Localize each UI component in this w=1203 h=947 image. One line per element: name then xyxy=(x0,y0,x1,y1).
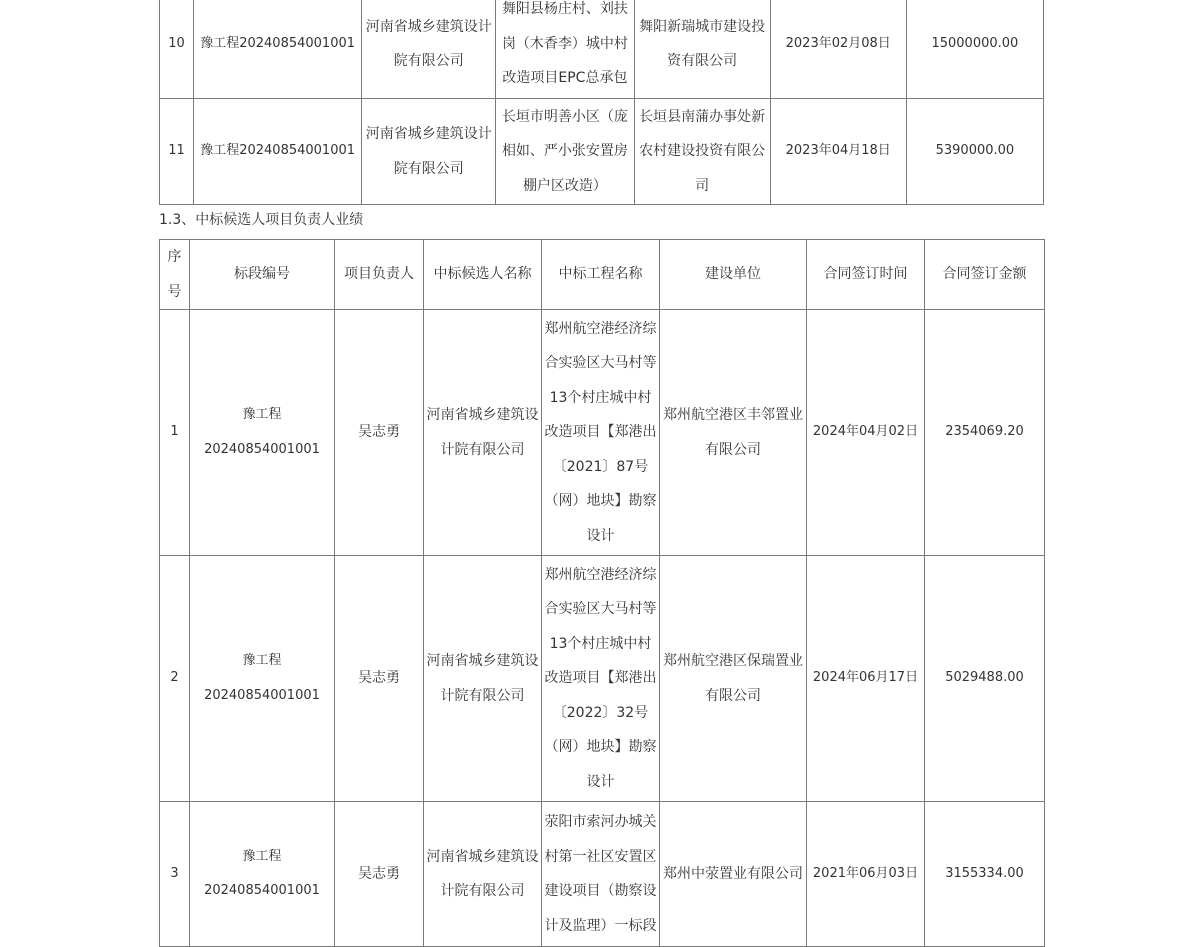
bid-section-code: 豫工程20240854001001 xyxy=(190,310,335,556)
table-row xyxy=(160,556,1045,802)
candidate-name: 河南省城乡建筑设计院有限公司 xyxy=(424,556,542,802)
table-row xyxy=(160,99,1044,205)
bid-section-code: 豫工程20240854001001 xyxy=(194,0,362,99)
manager-performance-table xyxy=(159,239,1045,947)
header-amount: 合同签订金额 xyxy=(925,240,1045,310)
contract-date: 2023年04月18日 xyxy=(770,99,906,205)
contract-date: 2024年04月02日 xyxy=(807,310,925,556)
row-number: 11 xyxy=(160,99,194,205)
project-name: 郑州航空港经济综合实验区大马村等13个村庄城中村改造项目【郑港出〔2022〕32号（网）地块】勘察设计 xyxy=(542,556,660,802)
row-number: 3 xyxy=(160,802,190,947)
header-owner: 建设单位 xyxy=(660,240,807,310)
manager-name: 吴志勇 xyxy=(335,310,424,556)
project-name: 郑州航空港经济综合实验区大马村等13个村庄城中村改造项目【郑港出〔2021〕87号（网）地块】勘察设计 xyxy=(542,310,660,556)
owner-name: 郑州中荥置业有限公司 xyxy=(660,802,807,947)
header-manager: 项目负责人 xyxy=(335,240,424,310)
bid-section-code: 豫工程20240854001001 xyxy=(190,802,335,947)
contract-date: 2021年06月03日 xyxy=(807,802,925,947)
row-number: 2 xyxy=(160,556,190,802)
header-bid-section: 标段编号 xyxy=(190,240,335,310)
contract-amount: 5390000.00 xyxy=(906,99,1043,205)
contract-amount: 2354069.20 xyxy=(925,310,1045,556)
manager-name: 吴志勇 xyxy=(335,556,424,802)
candidate-name: 河南省城乡建筑设计院有限公司 xyxy=(362,99,496,205)
row-number: 10 xyxy=(160,0,194,99)
owner-name: 舞阳新瑞城市建设投资有限公司 xyxy=(634,0,770,99)
candidate-name: 河南省城乡建筑设计院有限公司 xyxy=(424,802,542,947)
candidate-name: 河南省城乡建筑设计院有限公司 xyxy=(362,0,496,99)
header-no: 序号 xyxy=(160,240,190,310)
manager-name: 吴志勇 xyxy=(335,802,424,947)
header-project: 中标工程名称 xyxy=(542,240,660,310)
contract-amount: 5029488.00 xyxy=(925,556,1045,802)
project-name: 舞阳县杨庄村、刘扶岗（木香李）城中村改造项目EPC总承包 xyxy=(496,0,634,99)
header-candidate: 中标候选人名称 xyxy=(424,240,542,310)
owner-name: 郑州航空港区丰邻置业有限公司 xyxy=(660,310,807,556)
owner-name: 郑州航空港区保瑞置业有限公司 xyxy=(660,556,807,802)
owner-name: 长垣县南蒲办事处新农村建设投资有限公司 xyxy=(634,99,770,205)
table-row xyxy=(160,310,1045,556)
contract-date: 2024年06月17日 xyxy=(807,556,925,802)
candidate-name: 河南省城乡建筑设计院有限公司 xyxy=(424,310,542,556)
bid-section-code: 豫工程20240854001001 xyxy=(190,556,335,802)
contract-date: 2023年02月08日 xyxy=(770,0,906,99)
row-number: 1 xyxy=(160,310,190,556)
contract-amount: 15000000.00 xyxy=(906,0,1043,99)
header-date: 合同签订时间 xyxy=(807,240,925,310)
previous-performance-table xyxy=(159,0,1044,205)
project-name: 长垣市明善小区（庞相如、严小张安置房棚户区改造） xyxy=(496,99,634,205)
section-title: 1.3、中标候选人项目负责人业绩 xyxy=(159,212,364,228)
bid-section-code: 豫工程20240854001001 xyxy=(194,99,362,205)
table-row xyxy=(160,802,1045,947)
contract-amount: 3155334.00 xyxy=(925,802,1045,947)
table-row xyxy=(160,0,1044,99)
header-row xyxy=(160,240,1045,310)
project-name: 荥阳市索河办城关村第一社区安置区建设项目（勘察设计及监理）一标段 xyxy=(542,802,660,947)
